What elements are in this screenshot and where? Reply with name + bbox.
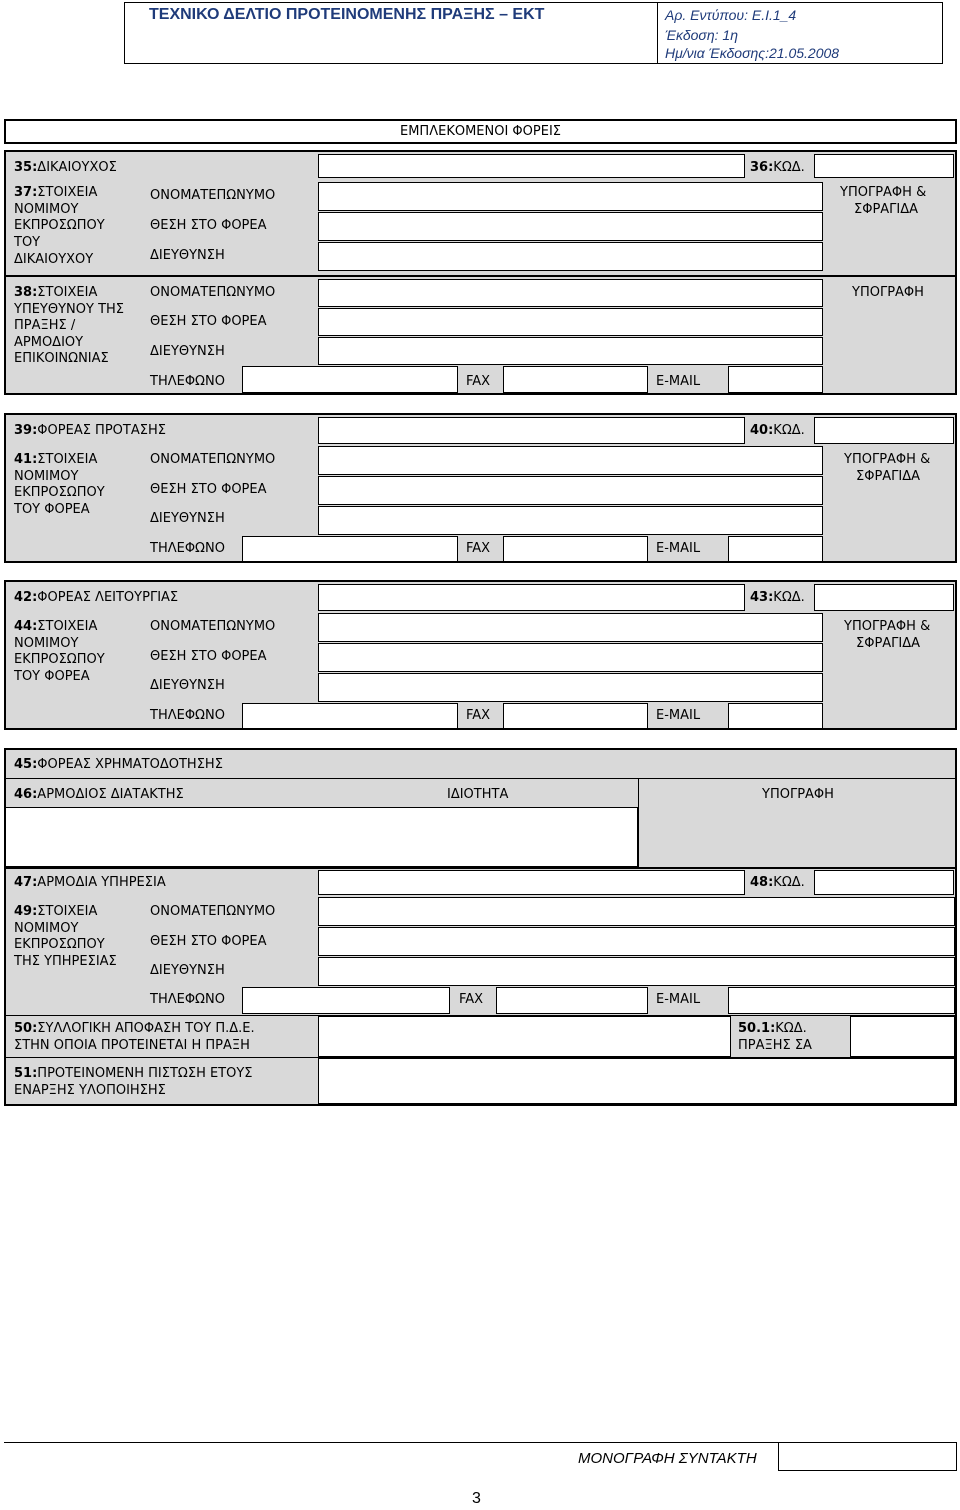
field-49-address-input[interactable] xyxy=(318,957,955,986)
field-44-name-input[interactable] xyxy=(318,613,823,642)
divider xyxy=(6,867,955,869)
field-47-input[interactable] xyxy=(318,870,745,895)
field-44-position-input[interactable] xyxy=(318,643,823,672)
header-divider xyxy=(657,3,658,63)
field-50-1-label: 50.1:ΚΩΔ. xyxy=(738,1021,807,1036)
field-44-label-line2: ΝΟΜΙΜΟΥ xyxy=(14,636,79,651)
field-38-label-line3: ΠΡΑΞΗΣ / xyxy=(14,318,76,333)
field-38-phone-input[interactable] xyxy=(242,366,458,393)
field-37-label-line5: ΔΙΚΑΙΟΥΧΟΥ xyxy=(14,252,94,267)
field-51-input[interactable] xyxy=(318,1058,955,1104)
field-44-email-input[interactable] xyxy=(728,703,823,729)
field-46-input[interactable] xyxy=(6,807,638,867)
field-40-input[interactable] xyxy=(814,417,954,444)
field-41-name-label: ΟΝΟΜΑΤΕΠΩΝΥΜΟ xyxy=(150,452,276,467)
field-41-name-input[interactable] xyxy=(318,446,823,475)
field-49-email-input[interactable] xyxy=(728,987,955,1014)
document-header xyxy=(124,2,943,64)
field-46-capacity-label: ΙΔΙΟΤΗΤΑ xyxy=(447,787,509,802)
field-41-phone-label: ΤΗΛΕΦΩΝΟ xyxy=(150,541,225,556)
divider xyxy=(6,275,955,277)
field-41-email-input[interactable] xyxy=(728,536,823,562)
field-36-label: 36:ΚΩΔ. xyxy=(750,160,805,175)
divider xyxy=(6,778,955,779)
field-38-label-line2: ΥΠΕΥΘΥΝΟΥ ΤΗΣ xyxy=(14,302,125,317)
field-48-label: 48:ΚΩΔ. xyxy=(750,875,805,890)
author-initials-box[interactable] xyxy=(778,1443,957,1471)
header-title: ΤΕΧΝΙΚΟ ΔΕΛΤΙΟ ΠΡΟΤΕΙΝΟΜΕΝΗΣ ΠΡΑΞΗΣ – ΕΚΤ xyxy=(149,6,545,23)
field-38-label-line5: ΕΠΙΚΟΙΝΩΝΙΑΣ xyxy=(14,351,109,366)
field-38-name-input[interactable] xyxy=(318,279,823,307)
page-number: 3 xyxy=(472,1490,481,1507)
field-36-input[interactable] xyxy=(814,154,954,178)
field-38-phone-label: ΤΗΛΕΦΩΝΟ xyxy=(150,374,225,389)
field-41-label: 41:ΣΤΟΙΧΕΙΑ xyxy=(14,452,98,467)
field-38-email-label: E-MAIL xyxy=(656,374,701,389)
field-46-label: 46:ΑΡΜΟΔΙΟΣ ΔΙΑΤΑΚΤΗΣ xyxy=(14,787,184,802)
field-37-label-line4: ΤΟΥ xyxy=(14,235,41,250)
field-44-label-line4: ΤΟΥ ΦΟΡΕΑ xyxy=(14,669,90,684)
field-49-label-line4: ΤΗΣ ΥΠΗΡΕΣΙΑΣ xyxy=(14,954,117,969)
field-41-position-label: ΘΕΣΗ ΣΤΟ ΦΟΡΕΑ xyxy=(150,482,267,497)
field-41-label-line4: ΤΟΥ ΦΟΡΕΑ xyxy=(14,502,90,517)
field-41-fax-input[interactable] xyxy=(503,536,648,562)
field-38-fax-label: FAX xyxy=(466,374,491,389)
field-51-label: 51:ΠΡΟΤΕΙΝΟΜΕΝΗ ΠΙΣΤΩΣΗ ΕΤΟΥΣ xyxy=(14,1066,253,1081)
field-44-seal-label: ΣΦΡΑΓΙΔΑ xyxy=(856,636,921,651)
field-37-seal-label: ΣΦΡΑΓΙΔΑ xyxy=(854,202,919,217)
field-41-position-input[interactable] xyxy=(318,476,823,505)
field-35-label: 35:ΔΙΚΑΙΟΥΧΟΣ xyxy=(14,160,117,175)
field-44-phone-label: ΤΗΛΕΦΩΝΟ xyxy=(150,708,225,723)
field-50-1-input[interactable] xyxy=(850,1016,955,1057)
field-49-position-input[interactable] xyxy=(318,927,955,956)
field-38-signature-label: ΥΠΟΓΡΑΦΗ xyxy=(852,285,924,300)
field-41-email-label: E-MAIL xyxy=(656,541,701,556)
field-44-fax-label: FAX xyxy=(466,708,491,723)
field-41-label-line3: ΕΚΠΡΟΣΩΠΟΥ xyxy=(14,485,105,500)
field-37-name-label: ΟΝΟΜΑΤΕΠΩΝΥΜΟ xyxy=(150,188,276,203)
field-43-input[interactable] xyxy=(814,584,954,611)
field-49-position-label: ΘΕΣΗ ΣΤΟ ΦΟΡΕΑ xyxy=(150,934,267,949)
field-37-label: 37:ΣΤΟΙΧΕΙΑ xyxy=(14,185,98,200)
operating-body-block xyxy=(4,580,957,730)
field-48-input[interactable] xyxy=(814,870,954,895)
field-44-fax-input[interactable] xyxy=(503,703,648,729)
field-38-position-label: ΘΕΣΗ ΣΤΟ ΦΟΡΕΑ xyxy=(150,314,267,329)
field-37-sign-label: ΥΠΟΓΡΑΦΗ & xyxy=(840,185,927,200)
field-39-label: 39:ΦΟΡΕΑΣ ΠΡΟΤΑΣΗΣ xyxy=(14,423,166,438)
field-38-label: 38:ΣΤΟΙΧΕΙΑ xyxy=(14,285,98,300)
field-44-address-input[interactable] xyxy=(318,673,823,702)
field-38-address-label: ΔΙΕΥΘΥΝΣΗ xyxy=(150,344,225,359)
field-41-seal-label: ΣΦΡΑΓΙΔΑ xyxy=(856,469,921,484)
field-49-phone-input[interactable] xyxy=(242,987,450,1014)
field-44-label-line3: ΕΚΠΡΟΣΩΠΟΥ xyxy=(14,652,105,667)
field-41-phone-input[interactable] xyxy=(242,536,458,562)
field-44-email-label: E-MAIL xyxy=(656,708,701,723)
section-title-box xyxy=(4,119,957,144)
field-37-position-label: ΘΕΣΗ ΣΤΟ ΦΟΡΕΑ xyxy=(150,218,267,233)
field-49-address-label: ΔΙΕΥΘΥΝΣΗ xyxy=(150,963,225,978)
field-44-label: 44:ΣΤΟΙΧΕΙΑ xyxy=(14,619,98,634)
field-49-fax-input[interactable] xyxy=(496,987,648,1014)
field-38-address-input[interactable] xyxy=(318,337,823,365)
header-edition: Έκδοση: 1η xyxy=(665,27,738,43)
header-form-no: Αρ. Εντύπου: Ε.Ι.1_4 xyxy=(665,7,797,23)
field-49-name-label: ΟΝΟΜΑΤΕΠΩΝΥΜΟ xyxy=(150,904,276,919)
field-39-input[interactable] xyxy=(318,417,745,444)
field-44-name-label: ΟΝΟΜΑΤΕΠΩΝΥΜΟ xyxy=(150,619,276,634)
field-46-signature-label: ΥΠΟΓΡΑΦΗ xyxy=(762,787,834,802)
field-40-label: 40:ΚΩΔ. xyxy=(750,423,805,438)
field-44-sign-label: ΥΠΟΓΡΑΦΗ & xyxy=(844,619,931,634)
field-35-input[interactable] xyxy=(318,154,745,178)
field-49-label: 49:ΣΤΟΙΧΕΙΑ xyxy=(14,904,98,919)
field-38-label-line4: ΑΡΜΟΔΙΟΥ xyxy=(14,335,84,350)
field-51-label-line2: ΕΝΑΡΞΗΣ ΥΛΟΠΟΙΗΣΗΣ xyxy=(14,1083,166,1098)
field-44-position-label: ΘΕΣΗ ΣΤΟ ΦΟΡΕΑ xyxy=(150,649,267,664)
field-47-label: 47:ΑΡΜΟΔΙΑ ΥΠΗΡΕΣΙΑ xyxy=(14,875,166,890)
field-37-address-label: ΔΙΕΥΘΥΝΣΗ xyxy=(150,248,225,263)
field-44-phone-input[interactable] xyxy=(242,703,458,729)
divider xyxy=(638,779,639,868)
section-title: ΕΜΠΛΕΚΟΜΕΝΟΙ ΦΟΡΕΙΣ xyxy=(400,124,561,139)
proposing-body-block xyxy=(4,413,957,563)
field-45-label: 45:ΦΟΡΕΑΣ ΧΡΗΜΑΤΟΔΟΤΗΣΗΣ xyxy=(14,757,223,772)
field-41-address-label: ΔΙΕΥΘΥΝΣΗ xyxy=(150,511,225,526)
field-38-fax-input[interactable] xyxy=(503,366,648,393)
field-41-label-line2: ΝΟΜΙΜΟΥ xyxy=(14,469,79,484)
beneficiary-block xyxy=(4,150,957,395)
field-42-label: 42:ΦΟΡΕΑΣ ΛΕΙΤΟΥΡΓΙΑΣ xyxy=(14,590,179,605)
field-43-label: 43:ΚΩΔ. xyxy=(750,590,805,605)
field-50-label-line2: ΣΤΗΝ ΟΠΟΙΑ ΠΡΟΤΕΙΝΕΤΑΙ Η ΠΡΑΞΗ xyxy=(14,1038,250,1053)
field-41-sign-label: ΥΠΟΓΡΑΦΗ & xyxy=(844,452,931,467)
field-37-label-line2: ΝΟΜΙΜΟΥ xyxy=(14,202,79,217)
field-41-address-input[interactable] xyxy=(318,506,823,535)
field-49-phone-label: ΤΗΛΕΦΩΝΟ xyxy=(150,992,225,1007)
author-initials-label: ΜΟΝΟΓΡΑΦΗ ΣΥΝΤΑΚΤΗ xyxy=(578,1450,757,1467)
header-edition-date: Ημ/νια Έκδοσης:21.05.2008 xyxy=(665,45,840,61)
field-38-position-input[interactable] xyxy=(318,308,823,336)
field-38-name-label: ΟΝΟΜΑΤΕΠΩΝΥΜΟ xyxy=(150,285,276,300)
field-41-fax-label: FAX xyxy=(466,541,491,556)
field-37-name-input[interactable] xyxy=(318,182,823,211)
field-37-position-input[interactable] xyxy=(318,212,823,241)
field-50-label: 50:ΣΥΛΛΟΓΙΚΗ ΑΠΟΦΑΣΗ ΤΟΥ Π.Δ.Ε. xyxy=(14,1021,255,1036)
field-49-label-line2: ΝΟΜΙΜΟΥ xyxy=(14,921,79,936)
field-42-input[interactable] xyxy=(318,584,745,611)
field-49-email-label: E-MAIL xyxy=(656,992,701,1007)
field-50-input[interactable] xyxy=(318,1016,731,1057)
field-49-label-line3: ΕΚΠΡΟΣΩΠΟΥ xyxy=(14,937,105,952)
field-50-1-label-line2: ΠΡΑΞΗΣ ΣΑ xyxy=(738,1038,812,1053)
field-44-address-label: ΔΙΕΥΘΥΝΣΗ xyxy=(150,678,225,693)
field-49-name-input[interactable] xyxy=(318,897,955,926)
field-37-label-line3: ΕΚΠΡΟΣΩΠΟΥ xyxy=(14,218,105,233)
field-49-fax-label: FAX xyxy=(459,992,484,1007)
field-37-address-input[interactable] xyxy=(318,242,823,271)
field-38-email-input[interactable] xyxy=(728,366,823,393)
funding-body-block xyxy=(4,748,957,1106)
